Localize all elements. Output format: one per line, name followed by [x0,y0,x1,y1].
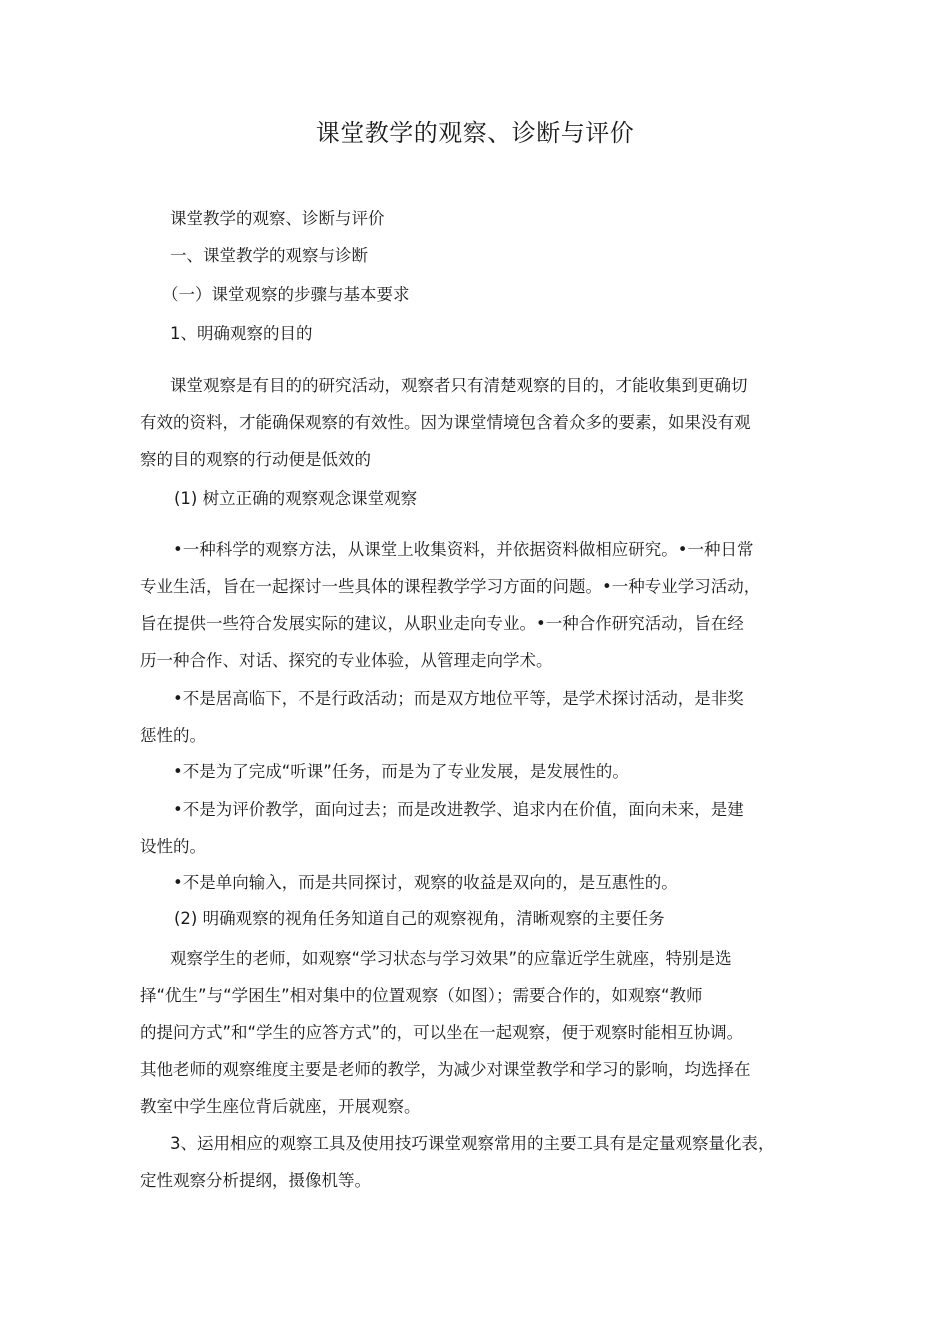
paragraph-line: 择“优生”与“学困生”相对集中的位置观察（如图）；需要合作的，如观察“教师 [140,986,703,1005]
paragraph-line: 的提问方式”和“学生的应答方式”的，可以坐在一起观察，便于观察时能相互协调。 [140,1023,744,1042]
paragraph-line: 观察学生的老师，如观察“学习状态与学习效果”的应靠近学生就座，特别是选 [170,949,732,968]
paragraph-line: 教室中学生座位背后就座，开展观察。 [140,1097,421,1116]
item-heading: 1、明确观察的目的 [170,324,313,343]
paragraph-purpose [140,367,751,478]
paragraph-line: 惩性的。 [140,726,206,745]
paragraph-line: 有效的资料，才能确保观察的有效性。因为课堂情境包含着众多的要素，如果没有观 [140,413,751,432]
paragraph-line: 设性的。 [140,837,206,856]
paragraph-tools [140,1125,775,1199]
paragraph-line: 课堂观察是有目的的研究活动，观察者只有清楚观察的目的，才能收集到更确切 [170,376,748,395]
subsection-heading: （一）课堂观察的步骤与基本要求 [162,285,410,304]
paragraph-line: •一种科学的观察方法，从课堂上收集资料，并依据资料做相应研究。•一种日常 [173,540,754,559]
paragraph-line: 3、运用相应的观察工具及使用技巧课堂观察常用的主要工具有是定量观察量化表， [170,1134,775,1153]
paragraph-not-evaluation [140,791,744,865]
paragraph-not-top-down [140,680,744,754]
paragraph-line: 旨在提供一些符合发展实际的建议，从职业走向专业。•一种合作研究活动，旨在经 [140,614,744,633]
paragraph-line: 察的目的观察的行动便是低效的 [140,450,371,469]
paragraph-observation-types [140,531,760,679]
paragraph-line: 定性观察分析提纲，摄像机等。 [140,1171,371,1190]
subtitle: 课堂教学的观察、诊断与评价 [170,209,385,228]
document-title: 课堂教学的观察、诊断与评价 [315,119,635,147]
section-heading: 一、课堂教学的观察与诊断 [170,246,368,265]
paragraph-line: 历一种合作、对话、探究的专业体验，从管理走向学术。 [140,651,553,670]
paragraph-line: 其他老师的观察维度主要是老师的教学，为减少对课堂教学和学习的影响，均选择在 [140,1060,751,1079]
paragraph-line: •不是为评价教学，面向过去；而是改进教学、追求内在价值，面向未来，是建 [173,800,744,819]
paragraph-seating [140,940,751,1125]
paragraph-not-one-way: •不是单向输入，而是共同探讨，观察的收益是双向的，是互惠性的。 [173,873,678,892]
paragraph-line: •不是居高临下，不是行政活动；而是双方地位平等，是学术探讨活动，是非奖 [173,689,744,708]
point-heading: (2) 明确观察的视角任务知道自己的观察视角，清晰观察的主要任务 [174,909,665,928]
point-heading: (1) 树立正确的观察观念课堂观察 [174,489,418,508]
paragraph-not-task: •不是为了完成“听课”任务，而是为了专业发展，是发展性的。 [173,762,629,781]
paragraph-line: 专业生活，旨在一起探讨一些具体的课程教学学习方面的问题。•一种专业学习活动， [140,577,761,596]
